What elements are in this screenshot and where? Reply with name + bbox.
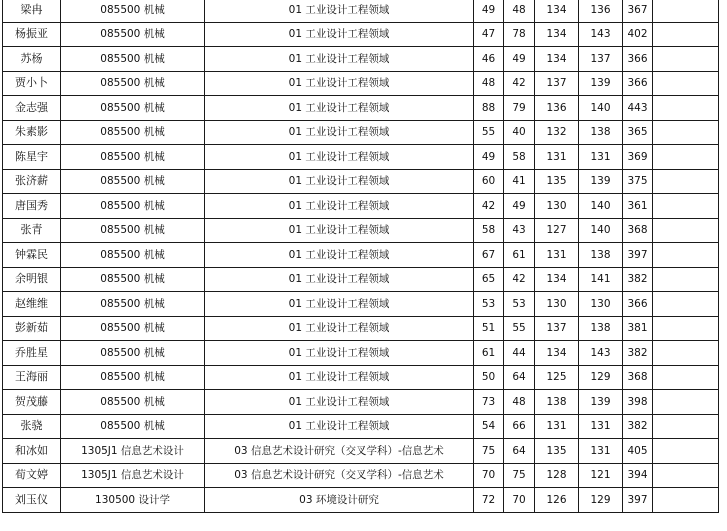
- total-score-cell: 369: [623, 145, 653, 170]
- subject-one-score-cell: 134: [535, 267, 579, 292]
- total-score-cell: 397: [623, 243, 653, 268]
- table-row: [3, 414, 719, 439]
- table-row: [3, 267, 719, 292]
- total-score-cell: 375: [623, 169, 653, 194]
- total-score-cell: 382: [623, 267, 653, 292]
- subject-one-score-cell: 134: [535, 0, 579, 22]
- politics-score-cell: 88: [474, 96, 504, 121]
- subject-two-score-cell: 138: [579, 243, 623, 268]
- major-cell: 085500 机械: [61, 365, 205, 390]
- subject-two-score-cell: 130: [579, 292, 623, 317]
- politics-score-cell: 49: [474, 145, 504, 170]
- student-name-cell: 余明银: [3, 267, 61, 292]
- empty-cell: [653, 488, 719, 513]
- student-name-cell: 刘玉仪: [3, 488, 61, 513]
- table-row: [3, 145, 719, 170]
- research-direction-cell: 01 工业设计工程领域: [205, 0, 474, 22]
- empty-cell: [653, 96, 719, 121]
- subject-one-score-cell: 131: [535, 243, 579, 268]
- empty-cell: [653, 341, 719, 366]
- research-direction-cell: 03 环境设计研究: [205, 488, 474, 513]
- subject-one-score-cell: 137: [535, 71, 579, 96]
- table-row: [3, 71, 719, 96]
- student-name-cell: 唐国秀: [3, 194, 61, 219]
- politics-score-cell: 58: [474, 218, 504, 243]
- empty-cell: [653, 439, 719, 464]
- politics-score-cell: 75: [474, 439, 504, 464]
- empty-cell: [653, 463, 719, 488]
- total-score-cell: 368: [623, 218, 653, 243]
- empty-cell: [653, 194, 719, 219]
- foreign-language-score-cell: 78: [504, 22, 535, 47]
- major-cell: 085500 机械: [61, 0, 205, 22]
- subject-two-score-cell: 131: [579, 145, 623, 170]
- research-direction-cell: 01 工业设计工程领域: [205, 243, 474, 268]
- student-name-cell: 张骁: [3, 414, 61, 439]
- foreign-language-score-cell: 42: [504, 267, 535, 292]
- table-row: [3, 488, 719, 513]
- total-score-cell: 382: [623, 414, 653, 439]
- major-cell: 130500 设计学: [61, 488, 205, 513]
- subject-one-score-cell: 130: [535, 292, 579, 317]
- subject-two-score-cell: 140: [579, 96, 623, 121]
- subject-one-score-cell: 137: [535, 316, 579, 341]
- empty-cell: [653, 218, 719, 243]
- student-name-cell: 钟霖民: [3, 243, 61, 268]
- subject-two-score-cell: 138: [579, 316, 623, 341]
- subject-one-score-cell: 135: [535, 169, 579, 194]
- research-direction-cell: 03 信息艺术设计研究（交叉学科）-信息艺术: [205, 463, 474, 488]
- major-cell: 085500 机械: [61, 292, 205, 317]
- student-name-cell: 张济薪: [3, 169, 61, 194]
- politics-score-cell: 49: [474, 0, 504, 22]
- table-row: [3, 169, 719, 194]
- research-direction-cell: 01 工业设计工程领域: [205, 96, 474, 121]
- empty-cell: [653, 390, 719, 415]
- politics-score-cell: 54: [474, 414, 504, 439]
- table-row: [3, 439, 719, 464]
- empty-cell: [653, 47, 719, 72]
- table-row: [3, 292, 719, 317]
- total-score-cell: 367: [623, 0, 653, 22]
- subject-two-score-cell: 131: [579, 414, 623, 439]
- empty-cell: [653, 292, 719, 317]
- total-score-cell: 394: [623, 463, 653, 488]
- politics-score-cell: 53: [474, 292, 504, 317]
- total-score-cell: 405: [623, 439, 653, 464]
- major-cell: 085500 机械: [61, 414, 205, 439]
- table-row: [3, 365, 719, 390]
- major-cell: 085500 机械: [61, 243, 205, 268]
- empty-cell: [653, 243, 719, 268]
- research-direction-cell: 01 工业设计工程领域: [205, 218, 474, 243]
- subject-two-score-cell: 140: [579, 218, 623, 243]
- empty-cell: [653, 316, 719, 341]
- subject-two-score-cell: 141: [579, 267, 623, 292]
- major-cell: 085500 机械: [61, 145, 205, 170]
- student-name-cell: 贾小卜: [3, 71, 61, 96]
- total-score-cell: 397: [623, 488, 653, 513]
- subject-two-score-cell: 136: [579, 0, 623, 22]
- student-name-cell: 陈星宇: [3, 145, 61, 170]
- subject-one-score-cell: 127: [535, 218, 579, 243]
- table-row: [3, 22, 719, 47]
- subject-two-score-cell: 138: [579, 120, 623, 145]
- subject-two-score-cell: 140: [579, 194, 623, 219]
- major-cell: 085500 机械: [61, 120, 205, 145]
- student-name-cell: 梁冉: [3, 0, 61, 22]
- subject-one-score-cell: 134: [535, 22, 579, 47]
- foreign-language-score-cell: 61: [504, 243, 535, 268]
- foreign-language-score-cell: 66: [504, 414, 535, 439]
- table-row: [3, 316, 719, 341]
- table-body: [3, 0, 719, 512]
- politics-score-cell: 72: [474, 488, 504, 513]
- total-score-cell: 365: [623, 120, 653, 145]
- foreign-language-score-cell: 44: [504, 341, 535, 366]
- foreign-language-score-cell: 53: [504, 292, 535, 317]
- research-direction-cell: 03 信息艺术设计研究（交叉学科）-信息艺术: [205, 439, 474, 464]
- politics-score-cell: 47: [474, 22, 504, 47]
- foreign-language-score-cell: 49: [504, 47, 535, 72]
- major-cell: 085500 机械: [61, 194, 205, 219]
- research-direction-cell: 01 工业设计工程领域: [205, 414, 474, 439]
- student-name-cell: 朱素影: [3, 120, 61, 145]
- subject-one-score-cell: 134: [535, 341, 579, 366]
- research-direction-cell: 01 工业设计工程领域: [205, 169, 474, 194]
- subject-one-score-cell: 135: [535, 439, 579, 464]
- politics-score-cell: 65: [474, 267, 504, 292]
- table-row: [3, 194, 719, 219]
- subject-one-score-cell: 131: [535, 414, 579, 439]
- major-cell: 085500 机械: [61, 316, 205, 341]
- subject-one-score-cell: 130: [535, 194, 579, 219]
- admission-score-table: [2, 0, 719, 513]
- research-direction-cell: 01 工业设计工程领域: [205, 316, 474, 341]
- major-cell: 085500 机械: [61, 267, 205, 292]
- student-name-cell: 彭新茹: [3, 316, 61, 341]
- foreign-language-score-cell: 79: [504, 96, 535, 121]
- subject-one-score-cell: 134: [535, 47, 579, 72]
- total-score-cell: 402: [623, 22, 653, 47]
- subject-two-score-cell: 143: [579, 341, 623, 366]
- politics-score-cell: 42: [474, 194, 504, 219]
- research-direction-cell: 01 工业设计工程领域: [205, 120, 474, 145]
- subject-one-score-cell: 131: [535, 145, 579, 170]
- major-cell: 085500 机械: [61, 169, 205, 194]
- research-direction-cell: 01 工业设计工程领域: [205, 365, 474, 390]
- total-score-cell: 366: [623, 47, 653, 72]
- politics-score-cell: 48: [474, 71, 504, 96]
- research-direction-cell: 01 工业设计工程领域: [205, 47, 474, 72]
- research-direction-cell: 01 工业设计工程领域: [205, 390, 474, 415]
- empty-cell: [653, 414, 719, 439]
- foreign-language-score-cell: 40: [504, 120, 535, 145]
- politics-score-cell: 67: [474, 243, 504, 268]
- politics-score-cell: 50: [474, 365, 504, 390]
- table-row: [3, 0, 719, 22]
- table-row: [3, 243, 719, 268]
- research-direction-cell: 01 工业设计工程领域: [205, 71, 474, 96]
- empty-cell: [653, 22, 719, 47]
- table-row: [3, 390, 719, 415]
- subject-two-score-cell: 137: [579, 47, 623, 72]
- total-score-cell: 361: [623, 194, 653, 219]
- foreign-language-score-cell: 58: [504, 145, 535, 170]
- subject-two-score-cell: 139: [579, 390, 623, 415]
- student-name-cell: 贺茂藤: [3, 390, 61, 415]
- foreign-language-score-cell: 41: [504, 169, 535, 194]
- total-score-cell: 443: [623, 96, 653, 121]
- foreign-language-score-cell: 43: [504, 218, 535, 243]
- major-cell: 085500 机械: [61, 341, 205, 366]
- table-row: [3, 463, 719, 488]
- subject-two-score-cell: 121: [579, 463, 623, 488]
- student-name-cell: 金志强: [3, 96, 61, 121]
- subject-one-score-cell: 136: [535, 96, 579, 121]
- empty-cell: [653, 0, 719, 22]
- research-direction-cell: 01 工业设计工程领域: [205, 22, 474, 47]
- politics-score-cell: 73: [474, 390, 504, 415]
- table-row: [3, 341, 719, 366]
- subject-two-score-cell: 129: [579, 365, 623, 390]
- foreign-language-score-cell: 48: [504, 0, 535, 22]
- subject-two-score-cell: 139: [579, 71, 623, 96]
- politics-score-cell: 60: [474, 169, 504, 194]
- total-score-cell: 368: [623, 365, 653, 390]
- empty-cell: [653, 120, 719, 145]
- total-score-cell: 398: [623, 390, 653, 415]
- subject-one-score-cell: 128: [535, 463, 579, 488]
- student-name-cell: 张青: [3, 218, 61, 243]
- major-cell: 085500 机械: [61, 390, 205, 415]
- subject-one-score-cell: 138: [535, 390, 579, 415]
- student-name-cell: 乔胜星: [3, 341, 61, 366]
- table-row: [3, 96, 719, 121]
- major-cell: 085500 机械: [61, 22, 205, 47]
- foreign-language-score-cell: 70: [504, 488, 535, 513]
- foreign-language-score-cell: 55: [504, 316, 535, 341]
- subject-one-score-cell: 126: [535, 488, 579, 513]
- politics-score-cell: 51: [474, 316, 504, 341]
- foreign-language-score-cell: 49: [504, 194, 535, 219]
- student-name-cell: 杨振亚: [3, 22, 61, 47]
- student-name-cell: 苏杨: [3, 47, 61, 72]
- major-cell: 085500 机械: [61, 96, 205, 121]
- research-direction-cell: 01 工业设计工程领域: [205, 267, 474, 292]
- total-score-cell: 382: [623, 341, 653, 366]
- politics-score-cell: 61: [474, 341, 504, 366]
- total-score-cell: 381: [623, 316, 653, 341]
- subject-two-score-cell: 131: [579, 439, 623, 464]
- major-cell: 085500 机械: [61, 71, 205, 96]
- research-direction-cell: 01 工业设计工程领域: [205, 145, 474, 170]
- subject-one-score-cell: 132: [535, 120, 579, 145]
- student-name-cell: 和冰如: [3, 439, 61, 464]
- student-name-cell: 荀文婷: [3, 463, 61, 488]
- student-name-cell: 王海丽: [3, 365, 61, 390]
- major-cell: 1305J1 信息艺术设计: [61, 439, 205, 464]
- empty-cell: [653, 169, 719, 194]
- foreign-language-score-cell: 64: [504, 439, 535, 464]
- subject-one-score-cell: 125: [535, 365, 579, 390]
- total-score-cell: 366: [623, 292, 653, 317]
- table-row: [3, 218, 719, 243]
- major-cell: 1305J1 信息艺术设计: [61, 463, 205, 488]
- total-score-cell: 366: [623, 71, 653, 96]
- research-direction-cell: 01 工业设计工程领域: [205, 341, 474, 366]
- empty-cell: [653, 145, 719, 170]
- major-cell: 085500 机械: [61, 218, 205, 243]
- empty-cell: [653, 365, 719, 390]
- student-name-cell: 赵维维: [3, 292, 61, 317]
- subject-two-score-cell: 143: [579, 22, 623, 47]
- research-direction-cell: 01 工业设计工程领域: [205, 292, 474, 317]
- major-cell: 085500 机械: [61, 47, 205, 72]
- foreign-language-score-cell: 48: [504, 390, 535, 415]
- foreign-language-score-cell: 75: [504, 463, 535, 488]
- politics-score-cell: 70: [474, 463, 504, 488]
- table-row: [3, 47, 719, 72]
- subject-two-score-cell: 129: [579, 488, 623, 513]
- table-row: [3, 120, 719, 145]
- foreign-language-score-cell: 42: [504, 71, 535, 96]
- empty-cell: [653, 267, 719, 292]
- foreign-language-score-cell: 64: [504, 365, 535, 390]
- research-direction-cell: 01 工业设计工程领域: [205, 194, 474, 219]
- empty-cell: [653, 71, 719, 96]
- politics-score-cell: 46: [474, 47, 504, 72]
- politics-score-cell: 55: [474, 120, 504, 145]
- subject-two-score-cell: 139: [579, 169, 623, 194]
